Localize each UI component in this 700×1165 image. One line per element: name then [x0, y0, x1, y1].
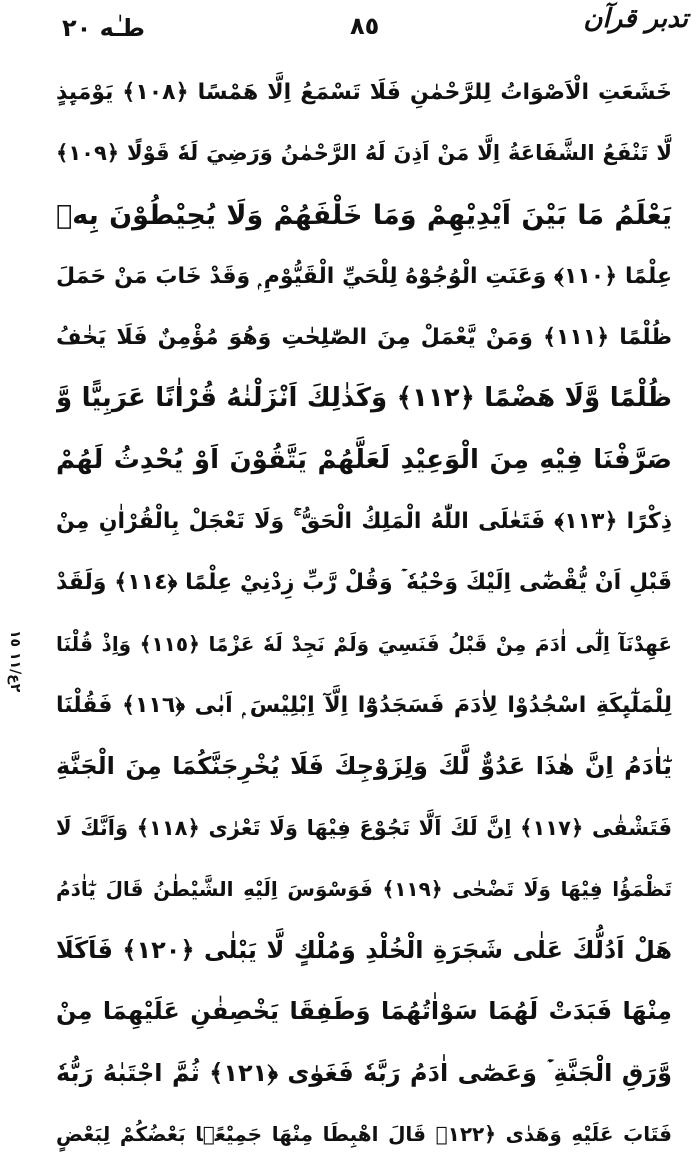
text-line: يَعْلَمُ مَا بَيْنَ اَيْدِيْهِمْ وَمَا خَلْفَهُمْ وَلَا يُحِيْطُوْنَ بِهٖ — [56, 199, 672, 231]
surah-juz-label: طـٰه ٢٠ — [62, 14, 146, 42]
book-title: تدبر قرآن — [583, 4, 688, 34]
text-line: يٰٓاٰدَمُ اِنَّ هٰذَا عَدُوٌّ لَّكَ وَلِزَوْجِكَ فَلَا يُخْرِجَنَّكُمَا مِنَ الْجَنَّةِ — [56, 752, 672, 781]
text-line: ظُلْمًا ﴿١١١﴾ وَمَنْ يَّعْمَلْ مِنَ الصّٰلِحٰتِ وَهُوَ مُؤْمِنٌ فَلَا يَخٰفُ — [56, 325, 672, 351]
text-line: وَّرَقِ الْجَنَّةِ ۡ وَعَصٰٓى اٰدَمُ رَبَّهٗ فَغَوٰى ﴿١٢١﴾ ثُمَّ اجْتَبٰهُ رَبُّهٗ — [56, 1058, 672, 1087]
page-number: ٨٥ — [350, 12, 380, 40]
text-line: مِنْهَا فَبَدَتْ لَهُمَا سَوْاٰتُهُمَا وَطَفِقَا يَخْصِفٰنِ عَلَيْهِمَا مِنْ — [56, 997, 672, 1026]
text-line: لَّا تَنْفَعُ الشَّفَاعَةُ اِلَّا مَنْ اَذِنَ لَهُ الرَّحْمٰنُ وَرَضِيَ لَهٗ قَوْلًا ﴿١٠٩﴾ — [56, 141, 672, 166]
text-line: ذِكْرًا ﴿١١٣﴾ فَتَعٰلَى اللّٰهُ الْمَلِكُ الْحَقُّ ۚ وَلَا تَعْجَلْ بِالْقُرْاٰنِ مِنْ — [56, 509, 672, 535]
text-line: ظُلْمًا وَّلَا هَضْمًا ﴿١١٢﴾ وَكَذٰلِكَ اَنْزَلْنٰهُ قُرْاٰنًا عَرَبِيًّا وَّ — [56, 383, 672, 414]
text-line: تَظْمَؤُا فِيْهَا وَلَا تَضْحٰى ﴿١١٩﴾ فَوَسْوَسَ اِلَيْهِ الشَّيْطٰنُ قَالَ يٰٓاٰدَمُ — [56, 876, 672, 901]
text-line: قَبْلِ اَنْ يُّقْضٰٓى اِلَيْكَ وَحْيُهٗ ۡ وَقُلْ رَّبِّ زِدْنِيْ عِلْمًا ﴿١١٤﴾ وَلَقَدْ — [56, 570, 672, 596]
text-line: فَتَابَ عَلَيْهِ وَهَدٰى ﴿١٢٢﴾ قَالَ اهْبِطَا مِنْهَا جَمِيْعًۢا بَعْضُكُمْ لِبَعْضٍ — [56, 1122, 672, 1147]
quran-text-block — [56, 62, 672, 1165]
text-line: خَشَعَتِ الْاَصْوَاتُ لِلرَّحْمٰنِ فَلَا تَسْمَعُ اِلَّا هَمْسًا ﴿١٠٨﴾ يَوْمَىِٕذٍ — [56, 80, 672, 105]
text-line: صَرَّفْنَا فِيْهِ مِنَ الْوَعِيْدِ لَعَلَّهُمْ يَتَّقُوْنَ اَوْ يُحْدِثُ لَهُمْ — [56, 444, 672, 475]
text-line: فَتَشْقٰى ﴿١١٧﴾ اِنَّ لَكَ اَلَّا تَجُوْعَ فِيْهَا وَلَا تَعْرٰى ﴿١١٨﴾ وَاَنَّكَ لَا — [56, 815, 672, 840]
text-line: عَهِدْنَآ اِلٰٓى اٰدَمَ مِنْ قَبْلُ فَنَسِيَ وَلَمْ نَجِدْ لَهٗ عَزْمًا ﴿١١٥﴾ وَاِذْ قُلْنَا — [56, 631, 672, 656]
text-line: لِلْمَلٰٓىِٕكَةِ اسْجُدُوْا لِاٰدَمَ فَسَجَدُوْٓا اِلَّآ اِبْلِيْسَ ۭ اَبٰى ﴿١١٦﴾ فَقُلْنَا — [56, 692, 672, 718]
page-header — [0, 0, 700, 46]
text-line: هَلْ اَدُلُّكَ عَلٰى شَجَرَةِ الْخُلْدِ وَمُلْكٍ لَّا يَبْلٰى ﴿١٢٠﴾ فَاَكَلَا — [56, 936, 672, 965]
text-line: عِلْمًا ﴿١١٠﴾ وَعَنَتِ الْوُجُوْهُ لِلْحَيِّ الْقَيُّوْمِ ۭ وَقَدْ خَابَ مَنْ حَمَلَ — [56, 263, 672, 289]
ruku-marker: ٢ع/١١ ١٥ — [7, 630, 23, 693]
